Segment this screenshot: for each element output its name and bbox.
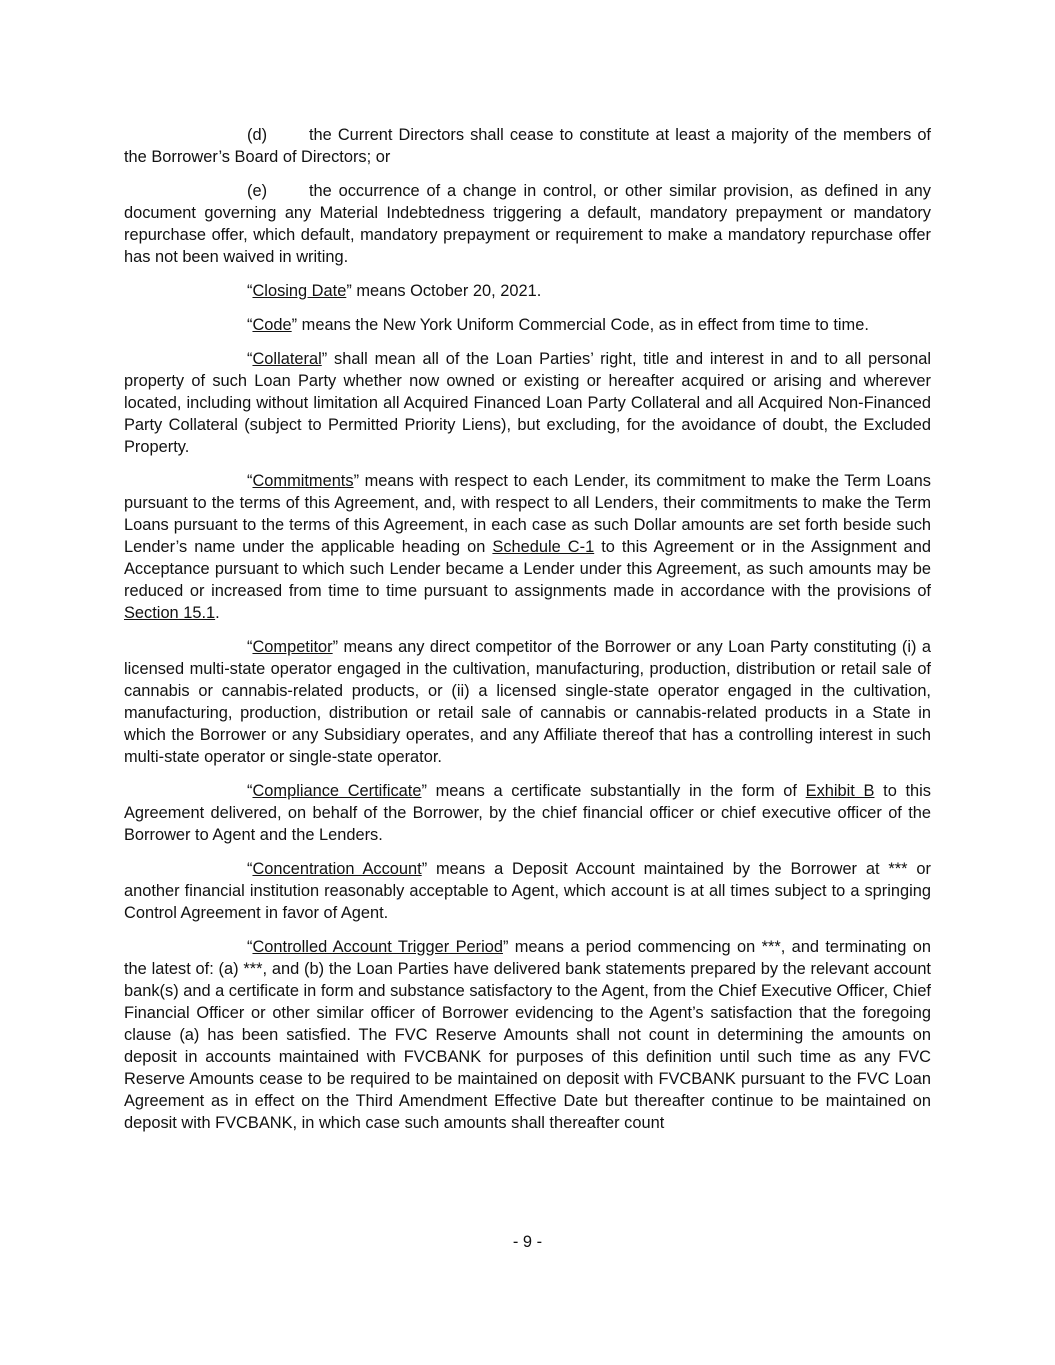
- definition-text: .: [215, 604, 220, 622]
- open-quote: “: [247, 316, 253, 334]
- definition-concentration-account: [124, 858, 931, 924]
- definition-text: ” means the New York Uniform Commercial Code, as in effect from time to time.: [291, 316, 869, 334]
- definition-controlled-account-trigger-period: [124, 936, 931, 1134]
- defined-term-competitor: Competitor: [252, 638, 333, 656]
- definition-text: ” means a certificate substantially in the form of: [421, 782, 806, 800]
- defined-term-compliance-certificate: Compliance Certificate: [252, 782, 422, 800]
- section-15-1-reference: Section 15.1: [124, 604, 216, 622]
- open-quote: “: [247, 282, 253, 300]
- definition-text: ” means October 20, 2021.: [346, 282, 542, 300]
- open-quote: “: [247, 938, 253, 956]
- defined-term-commitments: Commitments: [252, 472, 354, 490]
- clause-d-label: (d): [247, 126, 268, 144]
- defined-term-code: Code: [252, 316, 292, 334]
- definition-commitments: [124, 470, 931, 624]
- definition-collateral: [124, 348, 931, 458]
- schedule-c-1-reference: Schedule C-1: [492, 538, 595, 556]
- definition-text: ” shall mean all of the Loan Parties’ right, title and interest in and to all personal property of such Loan Party whether now owned or existing or hereafter acquired or arising and wherever located, including without limitation all Acquired Financed Loan Party Collateral and all Acquired Non-Financed Party Collateral (subject to Permitted Priority Liens), but excluding, for the avoidance of doubt, the Excluded Property.: [124, 350, 931, 456]
- clause-e: [124, 180, 931, 268]
- clause-e-label: (e): [247, 182, 268, 200]
- defined-term-concentration-account: Concentration Account: [252, 860, 422, 878]
- open-quote: “: [247, 350, 253, 368]
- defined-term-controlled-account-trigger-period: Controlled Account Trigger Period: [252, 938, 503, 956]
- clause-e-text: the occurrence of a change in control, or other similar provision, as defined in any document governing any Material Indebtedness triggering a default, mandatory prepayment or mandatory repurchase offer, which default, mandatory prepayment or requirement to make a mandatory repurchase offer has not been waived in writing.: [124, 182, 931, 266]
- clause-d-text: the Current Directors shall cease to constitute at least a majority of the members of the Borrower’s Board of Directors; or: [124, 126, 931, 166]
- clause-d: [124, 124, 931, 168]
- open-quote: “: [247, 782, 253, 800]
- document-body: [124, 124, 931, 1146]
- exhibit-b-reference: Exhibit B: [805, 782, 875, 800]
- definition-text: to this Agreement or in the Assignment and Acceptance pursuant to which such Lender became a Lender under this Agreement, as such amounts may be reduced or increased from time to time pursuant to assignments made in accordance with the provisions of: [124, 538, 932, 600]
- definition-compliance-certificate: [124, 780, 931, 846]
- definition-text: ” means a Deposit Account maintained by the Borrower at *** or another financial institution reasonably acceptable to Agent, which account is at all times subject to a springing Control Agreement in favor of Agent.: [124, 860, 931, 922]
- open-quote: “: [247, 860, 253, 878]
- definition-code: [124, 314, 931, 336]
- open-quote: “: [247, 638, 253, 656]
- definition-text: ” means with respect to each Lender, its commitment to make the Term Loans pursuant to the terms of this Agreement, and, with respect to all Lenders, their commitments to make the Term Loans pursuant to the terms of this Agreement, in each case as such Dollar amounts are set forth beside such Lender’s name under the applicable heading on: [124, 472, 931, 556]
- page-number: - 9 -: [512, 1233, 543, 1251]
- definition-competitor: [124, 636, 931, 768]
- definition-text: ” means a period commencing on ***, and terminating on the latest of: (a) ***, and (b) the Loan Parties have delivered bank statements prepared by the relevant account bank(s) and a certificate in form and substance satisfactory to the Agent, from the Chief Executive Officer, Chief Financial Officer or other similar officer of Borrower evidencing to the Agent’s satisfaction that the foregoing clause (a) has been satisfied. The FVC Reserve Amounts shall not count in determining the amounts on deposit in accounts maintained with FVCBANK for purposes of this definition until such time as any FVC Reserve Amounts cease to be required to be maintained on deposit with FVCBANK pursuant to the FVC Loan Agreement as in effect on the Third Amendment Effective Date but thereafter continue to be maintained on deposit with FVCBANK, in which case such amounts shall thereafter count: [124, 938, 931, 1132]
- definition-text: ” means any direct competitor of the Borrower or any Loan Party constituting (i) a licensed multi-state operator engaged in the cultivation, manufacturing, production, distribution or retail sale of cannabis or cannabis-related products, or (ii) a licensed single-state operator engaged in the cultivation, manufacturing, production, distribution or retail sale of cannabis or cannabis-related products in a State in which the Borrower or any Subsidiary operates, and any Affiliate thereof that has a controlling interest in such multi-state operator or single-state operator.: [124, 638, 931, 766]
- defined-term-collateral: Collateral: [252, 350, 322, 368]
- defined-term-closing-date: Closing Date: [252, 282, 347, 300]
- open-quote: “: [247, 472, 253, 490]
- definition-text: to this Agreement delivered, on behalf of the Borrower, by the chief financial officer or chief executive officer of the Borrower to Agent and the Lenders.: [124, 782, 931, 844]
- definition-closing-date: [124, 280, 931, 302]
